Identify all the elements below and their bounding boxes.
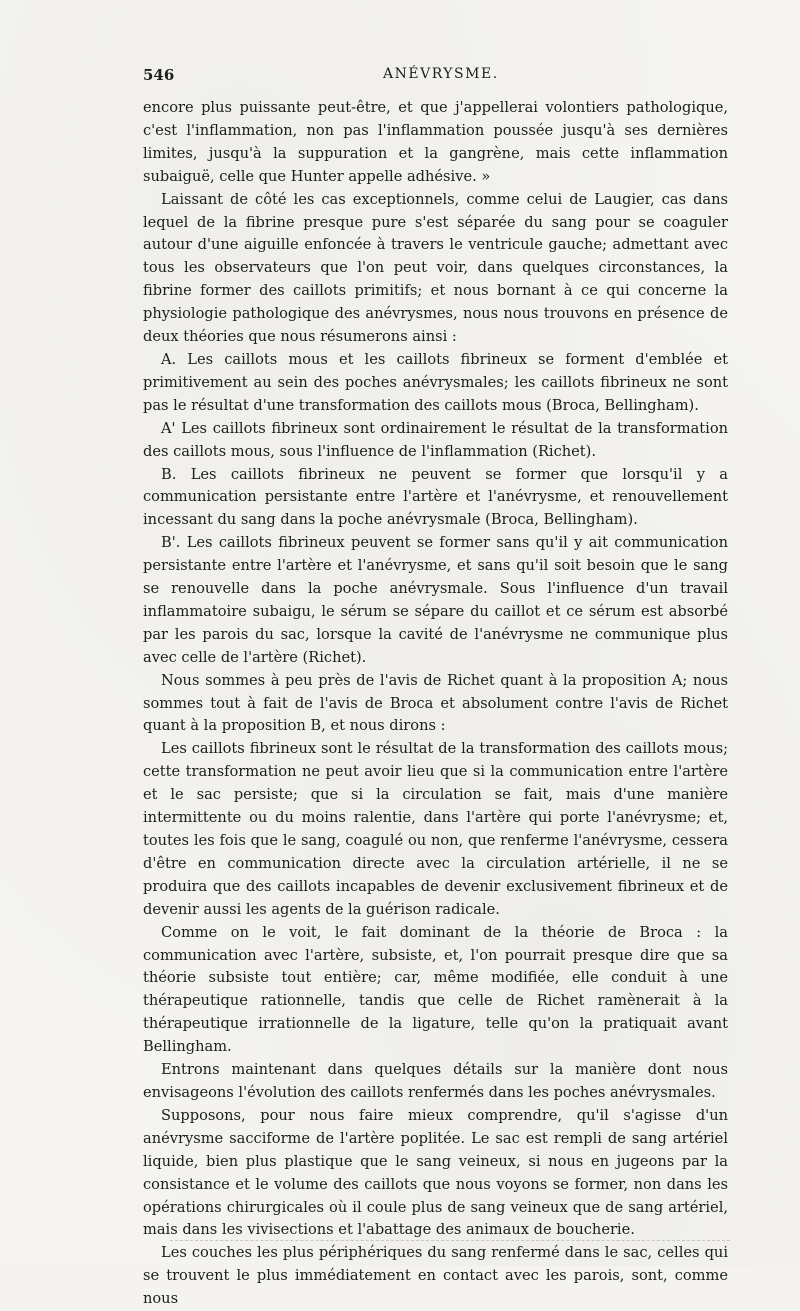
paragraph: Comme on le voit, le fait dominant de la théorie de Broca : la communication avec l'artère, subsiste, et, l'on pourrait presque dire que sa théorie subsiste tout entière; car, même modifiée, elle conduit à une thérapeutique rationnelle, tandis que celle de Richet ramènerait à la thérapeutique irrationnelle de la ligature, telle qu'on la pratiquait avant Bellingham. <box>143 923 728 1056</box>
body-text <box>143 97 728 1311</box>
paragraph: Les couches les plus périphériques du sang renfermé dans le sac, celles qui se trouvent le plus immédiatement en contact avec les parois, sont, comme nous <box>143 1244 728 1308</box>
paragraph: B. Les caillots fibrineux ne peuvent se former que lorsqu'il y a communication persistante entre l'artère et l'anévrysme, et renouvellement incessant du sang dans la poche anévrysmale (Broca, Bellingham). <box>143 465 728 529</box>
paragraph: Supposons, pour nous faire mieux comprendre, qu'il s'agisse d'un anévrysme sacciforme de l'artère poplitée. Le sac est rempli de sang artériel liquide, bien plus plastique que le sang veineux, si nous en jugeons par la consistance et le volume des caillots que nous voyons se former, non dans les opérations chirurgicales où il coule plus de sang veineux que de sang artériel, mais dans les vivisections et l'abattage des animaux de boucherie. <box>143 1106 728 1239</box>
running-title: ANÉVRYSME. <box>383 66 499 82</box>
paragraph: A' Les caillots fibrineux sont ordinairement le résultat de la transformation des caillots mous, sous l'influence de l'inflammation (Richet). <box>143 419 728 460</box>
paragraph: Laissant de côté les cas exceptionnels, comme celui de Laugier, cas dans lequel de la fibrine presque pure s'est séparée du sang pour se coaguler autour d'une aiguille enfoncée à travers le ventricule gauche; admettant avec tous les observateurs que l'on peut voir, dans quelques circonstances, la fibrine former des caillots primitifs; et nous bornant à ce qui concerne la physiologie pathologique des anévrysmes, nous nous trouvons en présence de deux théories que nous résumerons ainsi : <box>143 190 728 346</box>
paragraph: encore plus puissante peut-être, et que j'appellerai volontiers pathologique, c'est l'inflammation, non pas l'inflammation poussée jusqu'à ses dernières limites, jusqu'à la suppuration et la gangrène, mais cette inflammation subaiguë, celle que Hunter appelle adhésive. » <box>143 99 728 185</box>
paragraph: B'. Les caillots fibrineux peuvent se former sans qu'il y ait communication persistante entre l'artère et l'anévrysme, et sans qu'il soit besoin que le sang se renouvelle dans la poche anévrysmale. Sous l'influence d'un travail inflammatoire subaigu, le sérum se sépare du caillot et ce sérum est absorbé par les parois du sac, lorsque la cavité de l'anévrysme ne communique plus avec celle de l'artère (Richet). <box>143 534 728 666</box>
paragraph: A. Les caillots mous et les caillots fibrineux se forment d'emblée et primitivement au sein des poches anévrysmales; les caillots fibrineux ne sont pas le résultat d'une transformation des caillots mous (Broca, Bellingham). <box>143 350 728 414</box>
paragraph: Nous sommes à peu près de l'avis de Richet quant à la proposition A; nous sommes tout à fait de l'avis de Broca et absolument contre l'avis de Richet quant à la proposition B, et nous dirons : <box>143 671 728 735</box>
paragraph: Les caillots fibrineux sont le résultat de la transformation des caillots mous; cette transformation ne peut avoir lieu que si la communication entre l'artère et le sac persiste; que si la circulation se fait, mais d'une manière intermittente ou du moins ralentie, dans l'artère qui porte l'anévrysme; et, toutes les fois que le sang, coagulé ou non, que renferme l'anévrysme, cessera d'être en communication directe avec la circulation artérielle, il ne se produira que des caillots incapables de devenir exclusivement fibrineux et de devenir aussi les agents de la guérison radicale. <box>143 740 728 918</box>
paragraph: Entrons maintenant dans quelques détails sur la manière dont nous envisageons l'évolution des caillots renfermés dans les poches anévrysmales. <box>143 1061 728 1101</box>
page-number: 546 <box>143 66 175 84</box>
page-header <box>143 66 728 90</box>
footer-rule <box>170 1240 730 1241</box>
